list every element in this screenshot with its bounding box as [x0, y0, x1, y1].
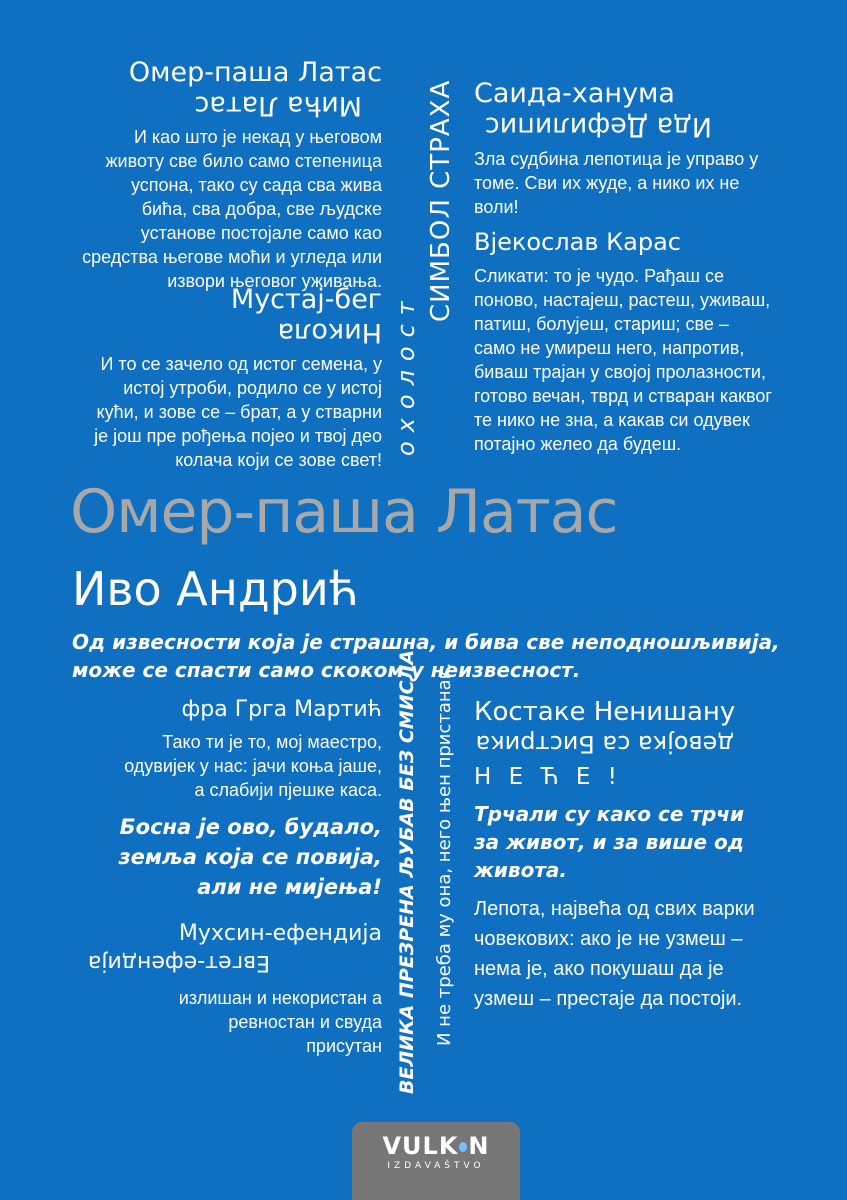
vertical-simbol-straha: СИМБОЛ СТРАХА [426, 79, 456, 322]
left-paragraph-2: И то се зачело од истог семена, у истој утроби, родило се у истој кући, и зове се – брат, а у стварни је још пре рођења појео и твој део колача који се зове свет! [94, 354, 382, 470]
right-paragraph-2: Сликати: то је чудо. Рађаш се поново, настајеш, растеш, уживаш, патиш, болујеш, стариш; све – само не умиреш него, напротив, биваш трајан у својој пролазности, готово вечан, тврд и стваран каквог те нико не зна, а какав си одувек потајно желео да будеш. [474, 266, 772, 454]
right-heading-ida-defilipis-inverted [474, 110, 712, 142]
main-quote-line-2: може се спасти само скоком у неизвесност. [72, 658, 581, 682]
vertical-i-ne-treba-mu-ona: И не треба му она, него њен пристанак. [434, 662, 455, 1046]
bottom-right-heading-devojka-text: девојка са Бистрика [475, 730, 734, 758]
left-heading-mica-latas-text: Мића Латас [194, 90, 362, 121]
left-paragraph-1: И као што је некад у његовом животу све било само степеница успона, тако су сада сва жива бића, сва добра, све људске установе постојале само као средства његове моћи и угледа или извори његовог уживања. [82, 127, 382, 291]
right-paragraph-1: Зла судбина лепотица је управо у томе. Сви их жуде, а нико их не воли! [474, 149, 759, 217]
right-heading-ida-defilipis-text: Ида Дефилипис [484, 111, 712, 142]
main-quote-line-1: Од извесности која је страшна, и бива све неподношљивија, [72, 630, 780, 654]
vertical-velika-prezrena-ljubav: ВЕЛИКА ПРЕЗРЕНА ЉУБАВ БЕЗ СМИСЛА [396, 649, 418, 1094]
bottom-left-quote: Босна је ово, будало, земља која се повија, али не мијења! [118, 815, 382, 899]
bottom-right-paragraph-1: Лепота, највећа од свих варки човекових: ако је не узмеш – нема је, ако покушаш да је узмеш – престаје да постоји. [474, 898, 755, 1010]
left-heading-mica-latas-inverted [80, 89, 382, 121]
bottom-right-shout: Н Е Ћ Е ! [474, 764, 622, 790]
droplet-icon [459, 1142, 467, 1152]
right-heading-vjekoslav-karas: Вјекослав Карас [474, 228, 681, 256]
bottom-left-heading-evget-text: Евгет-ефендија [87, 950, 270, 975]
publisher-logo-subtitle: IZDAVAŠTVO [387, 1161, 485, 1171]
publisher-logo [352, 1122, 520, 1200]
bottom-left-heading-fra-grga: фра Грга Мартић [181, 697, 382, 722]
left-heading-nikola-inverted [80, 316, 382, 348]
right-heading-saida-hanuma: Саида-ханума [474, 78, 675, 109]
bottom-right-heading-kostake: Костаке Ненишану [474, 697, 736, 727]
book-author: Иво Андрић [72, 562, 359, 616]
left-heading-omer-pasa: Омер-паша Латас [128, 57, 382, 88]
bottom-left-paragraph-2: излишан и некористан а ревностан и свуда присутан [178, 988, 382, 1056]
bottom-left-heading-muhsin: Мухсин-ефендија [178, 921, 382, 946]
left-heading-nikola-text: Никола [277, 317, 382, 348]
publisher-logo-name: VULK N [382, 1132, 490, 1160]
bottom-right-quote: Трчали су како се трчи за живот, и за више од живота. [474, 802, 745, 882]
bottom-left-heading-evget-inverted [82, 948, 382, 976]
bottom-right-heading-devojka-inverted [474, 728, 734, 760]
left-heading-mustaj-beg: Мустај-бег [230, 284, 382, 315]
vertical-oholost: охолост [392, 292, 420, 456]
bottom-left-paragraph-1: Тако ти је то, мој маестро, одувијек у нас: јачи коња јаше, а слабији пјешке каса. [124, 732, 382, 800]
book-title: Омер-паша Латас [70, 477, 618, 547]
